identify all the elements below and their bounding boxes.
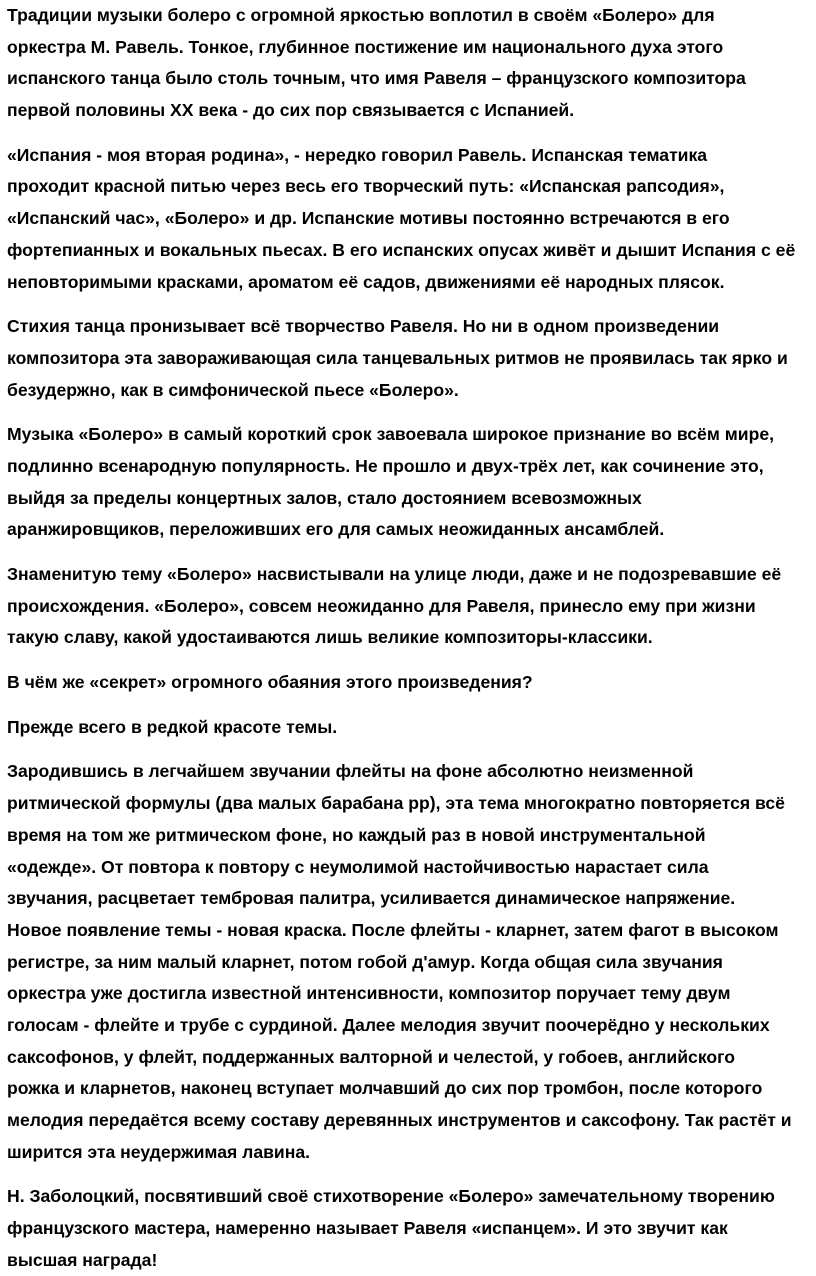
text-line: время на том же ритмическом фоне, но каждый раз в новой инструментальной xyxy=(7,824,706,845)
text-line: Традиции музыки болеро с огромной яркостью воплотил в своём «Болеро» для xyxy=(7,5,715,25)
text-line: Новое появление темы - новая краска. После флейты - кларнет, затем фагот в высоком xyxy=(7,919,779,940)
text-line: первой половины ХХ века - до сих пор связывается с Испанией. xyxy=(7,100,575,121)
text-line: Стихия танца пронизывает всё творчество Равеля. Но ни в одном произведении xyxy=(7,316,720,337)
paragraph xyxy=(7,756,816,1168)
paragraph xyxy=(7,419,816,546)
text-line: высшая награда! xyxy=(7,1249,158,1270)
text-line: оркестра М. Равель. Тонкое, глубинное постижение им национального духа этого xyxy=(7,36,724,57)
text-line: подлинно всенародную популярность. Не прошло и двух-трёх лет, как сочинение это, xyxy=(7,455,764,476)
paragraph xyxy=(7,712,816,744)
text-line: ширится эта неудержимая лавина. xyxy=(7,1141,311,1162)
paragraph xyxy=(7,140,816,298)
text-line: мелодия передаётся всему составу деревянных инструментов и саксофону. Так растёт и xyxy=(7,1110,792,1130)
text-line: саксофонов, у флейт, поддержанных валторной и челестой, у гобоев, английского xyxy=(7,1046,735,1067)
text-line: оркестра уже достигла известной интенсивности, композитор поручает тему двум xyxy=(7,983,731,1004)
paragraph xyxy=(7,0,816,127)
text-line: рожка и кларнетов, наконец вступает молчавший до сих пор тромбон, после которого xyxy=(7,1078,763,1099)
text-line: такую славу, какой удостаиваются лишь великие композиторы-классики. xyxy=(7,627,653,648)
text-line: испанского танца было столь точным, что имя Равеля – французского композитора xyxy=(7,68,746,89)
text-line: Знаменитую тему «Болеро» насвистывали на улице люди, даже и не подозревавшие её xyxy=(7,564,782,584)
text-line: фортепианных и вокальных пьесах. В его испанских опусах живёт и дышит Испания с её xyxy=(7,239,796,260)
paragraph xyxy=(7,667,816,699)
text-line: Зародившись в легчайшем звучании флейты на фоне абсолютно неизменной xyxy=(7,761,694,782)
text-line: французского мастера, намеренно называет Равеля «испанцем». И это звучит как xyxy=(7,1218,728,1239)
paragraph xyxy=(7,559,816,654)
text-line: голосам - флейте и трубе с сурдиной. Далее мелодия звучит поочерёдно у нескольких xyxy=(7,1014,770,1035)
text-line: В чём же «секрет» огромного обаяния этого произведения? xyxy=(7,672,533,693)
paragraph xyxy=(7,1181,816,1276)
text-line: Музыка «Болеро» в самый короткий срок завоевала широкое признание во всём мире, xyxy=(7,424,774,445)
text-line: звучания, расцветает тембровая палитра, усиливается динамическое напряжение. xyxy=(7,888,736,909)
text-line: неповторимыми красками, ароматом её садов, движениями её народных плясок. xyxy=(7,271,725,292)
text-line: безудержно, как в симфонической пьесе «Болеро». xyxy=(7,379,459,400)
text-line: Н. Заболоцкий, посвятивший своё стихотворение «Болеро» замечательному творению xyxy=(7,1186,775,1207)
text-line: аранжировщиков, переложивших его для самых неожиданных ансамблей. xyxy=(7,519,665,540)
text-line: происхождения. «Болеро», совсем неожиданно для Равеля, принесло ему при жизни xyxy=(7,595,756,616)
text-line: Прежде всего в редкой красоте темы. xyxy=(7,716,338,737)
text-line: регистре, за ним малый кларнет, потом гобой д'амур. Когда общая сила звучания xyxy=(7,951,723,972)
text-line: ритмической формулы (два малых барабана pp), эта тема многократно повторяется всё xyxy=(7,793,785,814)
text-line: «Испания - моя вторая родина», - нередко говорил Равель. Испанская тематика xyxy=(7,144,708,165)
text-line: композитора эта завораживающая сила танцевальных ритмов не проявилась так ярко и xyxy=(7,347,788,368)
text-line: выйдя за пределы концертных залов, стало достоянием всевозможных xyxy=(7,487,642,508)
text-line: «Испанский час», «Болеро» и др. Испанские мотивы постоянно встречаются в его xyxy=(7,208,730,229)
text-line: проходит красной питью через весь его творческий путь: «Испанская рапсодия», xyxy=(7,176,725,197)
text-line: «одежде». От повтора к повтору с неумолимой настойчивостью нарастает сила xyxy=(7,856,709,877)
paragraph xyxy=(7,311,816,406)
